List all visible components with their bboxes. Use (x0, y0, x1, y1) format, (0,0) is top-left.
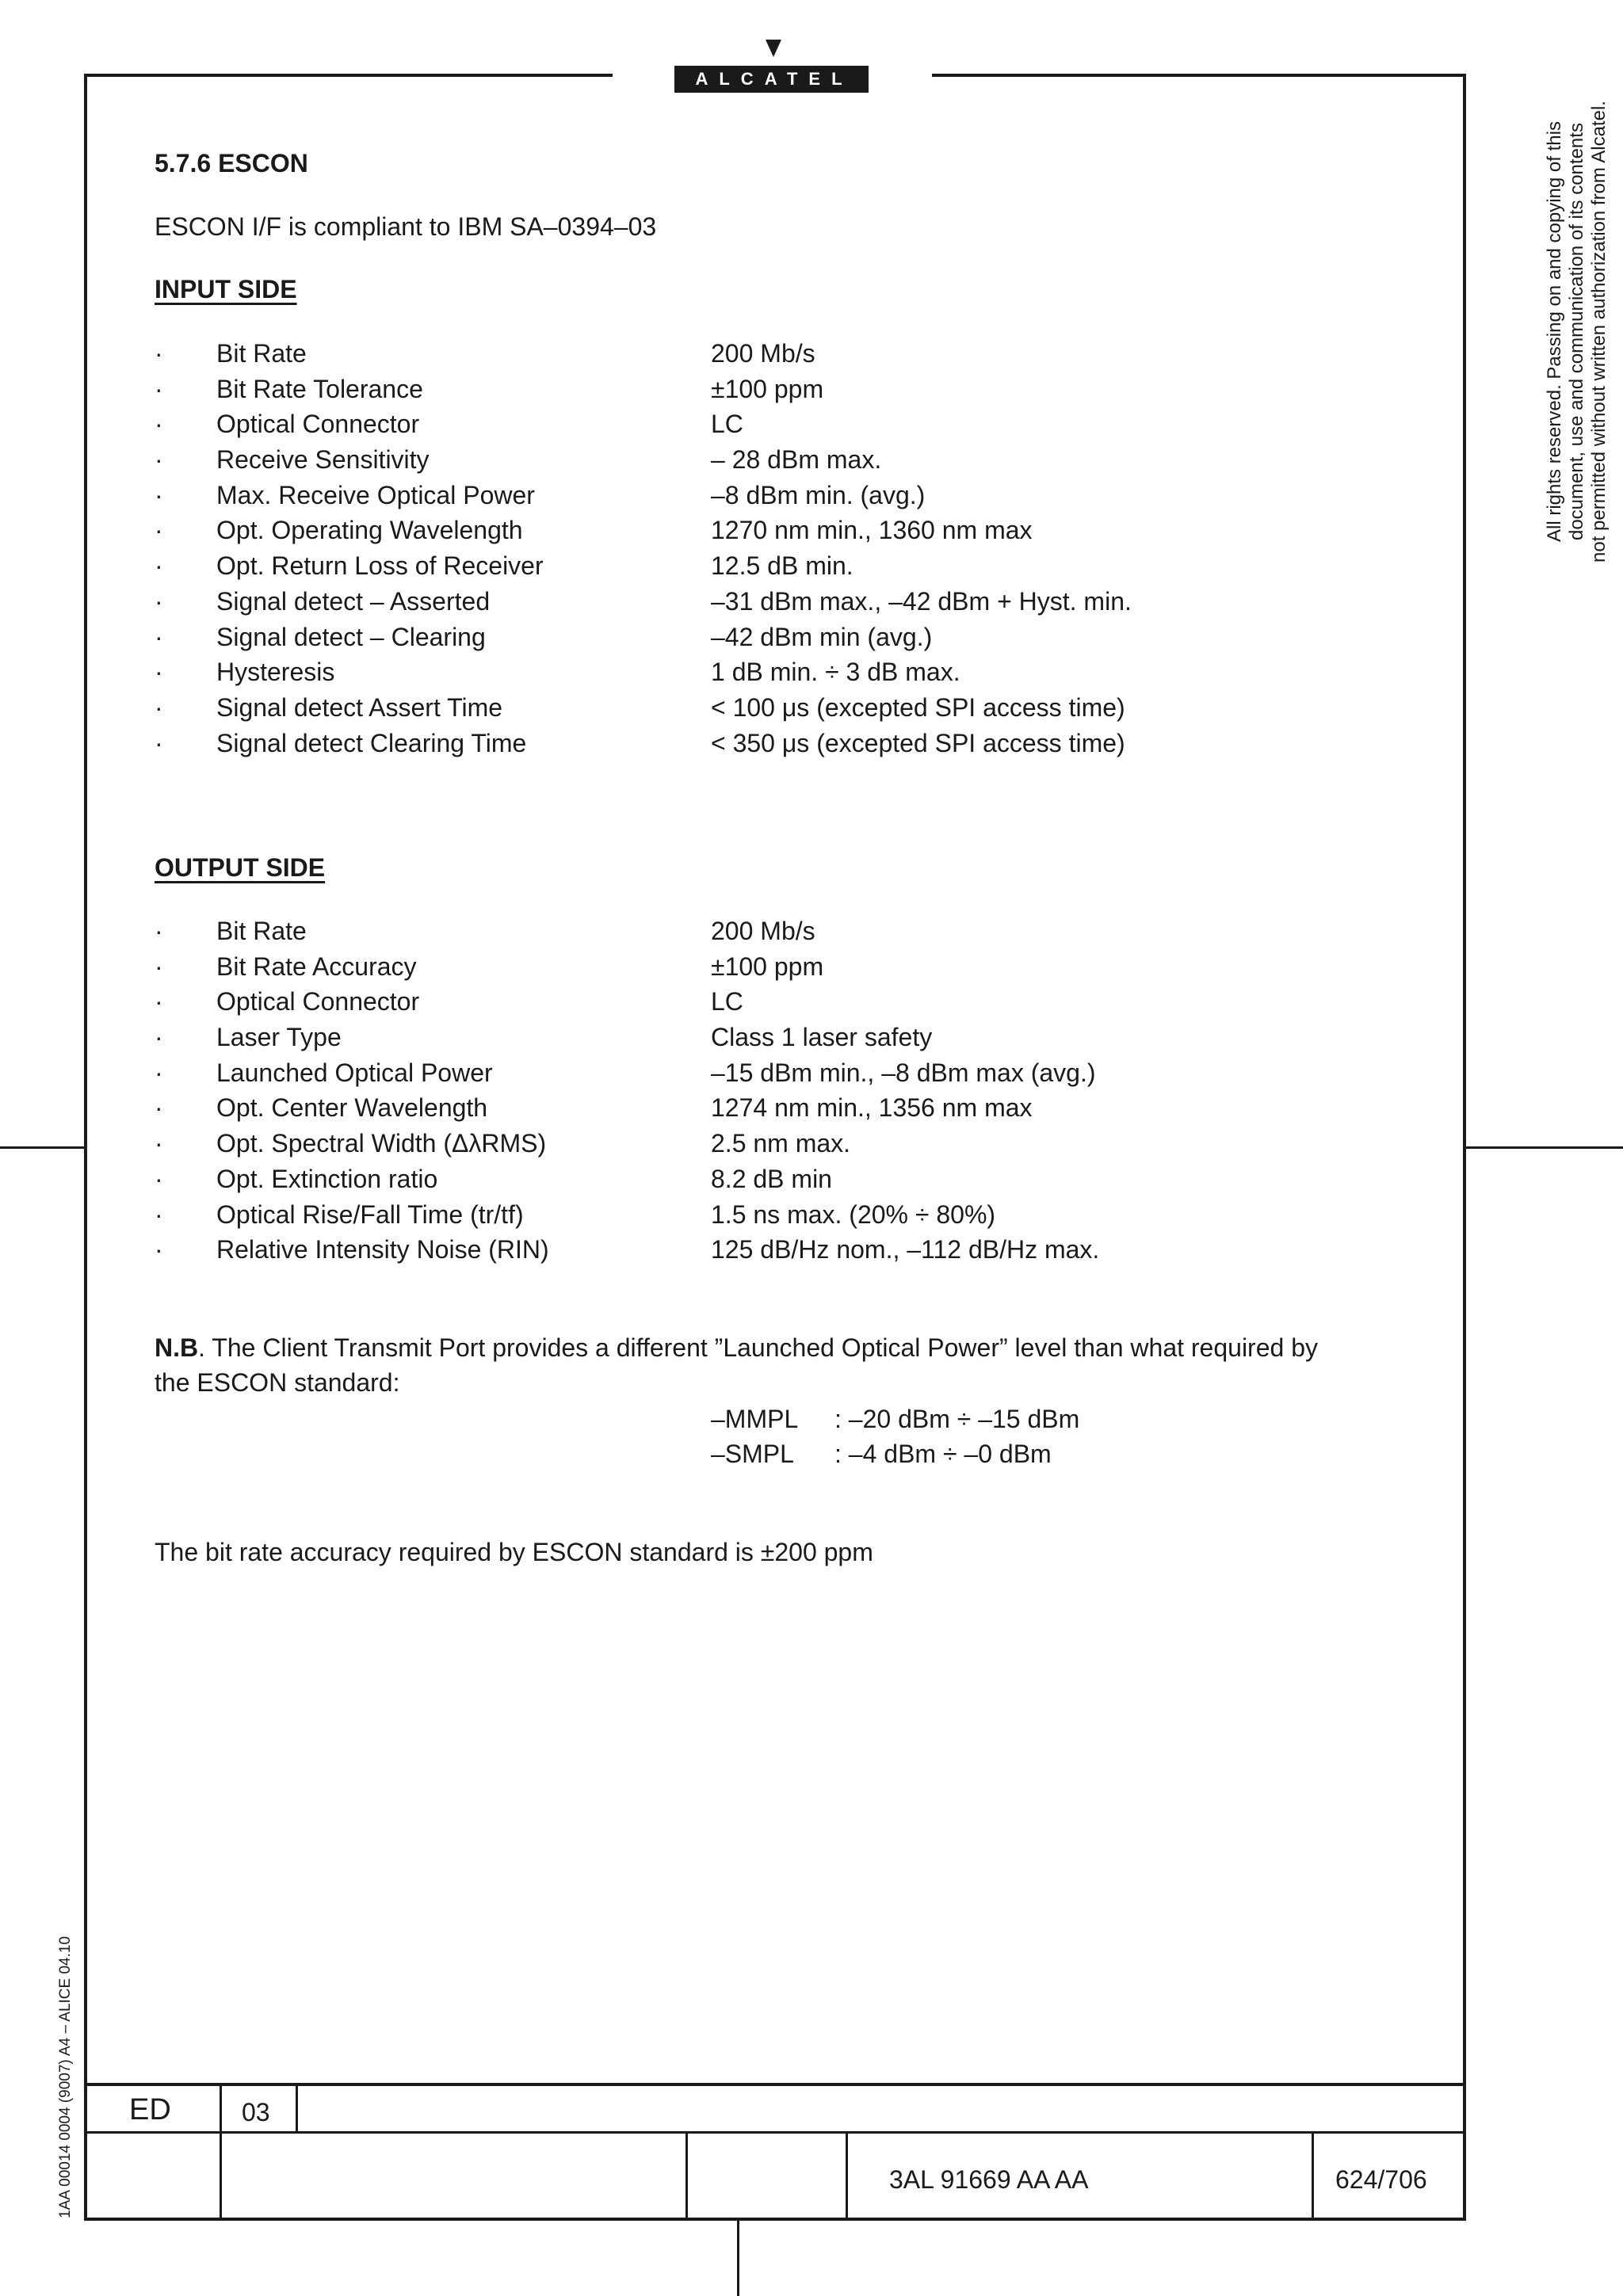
bullet-icon: · (155, 1235, 163, 1264)
footer-doc-number: 3AL 91669 AA AA (889, 2165, 1089, 2194)
footer-page-number: 624/706 (1335, 2165, 1427, 2194)
bullet-icon: · (155, 692, 163, 722)
footer-divider (846, 2131, 848, 2219)
note-level-value: : –4 dBm ÷ –0 dBm (834, 1440, 1052, 1468)
note-level-value: : –20 dBm ÷ –15 dBm (834, 1405, 1080, 1433)
footer-mid-line (84, 2131, 1466, 2134)
note-paragraph (155, 1333, 1318, 1363)
bullet-icon: · (155, 445, 163, 475)
bullet-icon: · (155, 551, 163, 581)
bullet-icon: · (155, 1164, 163, 1193)
logo-arrow-icon (766, 40, 781, 57)
footer-ed-label: ED (129, 2093, 171, 2126)
intro-text: ESCON I/F is compliant to IBM SA–0394–03 (155, 212, 657, 241)
bullet-icon: · (155, 410, 163, 439)
bullet-icon: · (155, 586, 163, 616)
bullet-icon: · (155, 480, 163, 509)
frame-bottom (84, 2218, 1466, 2221)
form-code: 1AA 00014 0004 (9007) A4 – ALICE 04.10 (57, 1936, 74, 2218)
frame-top-left (84, 74, 613, 77)
output-side-heading: OUTPUT SIDE (155, 853, 326, 882)
bullet-icon: · (155, 374, 163, 403)
bullet-icon: · (155, 622, 163, 651)
fold-mark-right (1466, 1146, 1623, 1149)
bullet-icon: · (155, 728, 163, 757)
footer-divider (220, 2083, 222, 2219)
footer-top-line (84, 2083, 1466, 2086)
alcatel-logo: ALCATEL (674, 66, 869, 93)
bullet-icon: · (155, 658, 163, 687)
note-text: . The Client Transmit Port provides a different ”Launched Optical Power” level than what required by (198, 1333, 1318, 1362)
input-side-heading: INPUT SIDE (155, 275, 297, 303)
bullet-icon: · (155, 1023, 163, 1052)
frame-top-right (932, 74, 1466, 77)
note-level-name: –MMPL (711, 1405, 799, 1433)
note-level-name: –SMPL (711, 1440, 794, 1468)
footer-ed-value: 03 (242, 2098, 270, 2126)
bullet-icon: · (155, 1093, 163, 1123)
bullet-icon: · (155, 987, 163, 1016)
bullet-icon: · (155, 516, 163, 545)
note-text-continued: the ESCON standard: (155, 1368, 400, 1397)
bullet-icon: · (155, 917, 163, 945)
bullet-icon: · (155, 339, 163, 368)
frame-left (84, 74, 87, 2221)
rights-notice: All rights reserved. Passing on and copying of this document, use and communication of its contents not permitted without written authorization from Alcatel. (1544, 101, 1610, 563)
fold-mark-left (0, 1146, 84, 1149)
accuracy-text: The bit rate accuracy required by ESCON standard is ±200 ppm (155, 1538, 873, 1566)
bullet-icon: · (155, 1058, 163, 1087)
footer-divider (1312, 2131, 1314, 2219)
bullet-icon: · (155, 1199, 163, 1229)
footer-divider (296, 2083, 298, 2133)
note-label: N.B (155, 1333, 199, 1362)
bullet-icon: · (155, 1129, 163, 1158)
center-mark-bottom (737, 2221, 739, 2296)
bullet-icon: · (155, 952, 163, 981)
section-title: 5.7.6 ESCON (155, 149, 308, 177)
footer-divider (685, 2131, 688, 2219)
